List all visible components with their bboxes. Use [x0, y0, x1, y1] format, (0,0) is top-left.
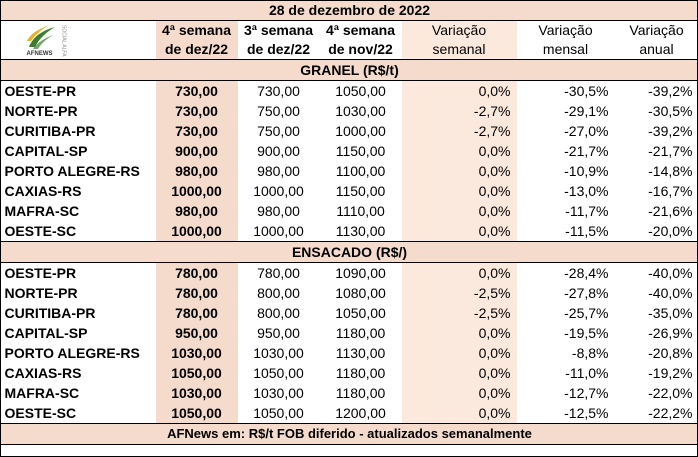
previous-week-price: 800,00	[257, 285, 300, 301]
table-row	[1, 201, 698, 221]
previous-week-price: 980,00	[257, 203, 300, 219]
table-row	[1, 101, 698, 121]
header-nov-week-line1: 4ª semana	[325, 22, 395, 38]
nov-week-price: 1180,00	[335, 325, 386, 341]
logo-cell	[1, 21, 156, 60]
table-row	[1, 343, 698, 363]
nov-week-price: 1000,00	[335, 123, 386, 139]
monthly-variation: -27,8%	[564, 285, 609, 301]
table-row	[1, 383, 698, 403]
weekly-variation: 0,0%	[402, 181, 517, 201]
header-monthly-variation-line1: Variação	[538, 22, 593, 38]
monthly-variation: -21,7%	[564, 143, 609, 159]
monthly-variation: -30,5%	[564, 83, 609, 99]
annual-variation: -35,0%	[648, 305, 693, 321]
table-row	[1, 403, 698, 424]
current-week-price: 780,00	[156, 283, 238, 303]
current-week-price: 730,00	[156, 121, 238, 141]
weekly-variation: 0,0%	[402, 363, 517, 383]
section-label: ENSACADO (R$/)	[1, 242, 698, 263]
city-name: CURITIBA-PR	[4, 123, 96, 139]
monthly-variation: -12,5%	[564, 405, 609, 421]
table-row	[1, 303, 698, 323]
table-row	[1, 81, 698, 102]
current-week-price: 980,00	[156, 201, 238, 221]
table-row	[1, 121, 698, 141]
header-annual-variation-line1: Variação	[629, 22, 684, 38]
header-monthly-variation-line2: mensal	[542, 41, 589, 57]
nov-week-price: 1110,00	[336, 203, 385, 219]
weekly-variation: 0,0%	[402, 403, 517, 424]
city-name: OESTE-SC	[4, 223, 77, 239]
nov-week-price: 1050,00	[335, 83, 386, 99]
nov-week-price: 1200,00	[335, 405, 386, 421]
previous-week-price: 800,00	[257, 305, 300, 321]
city-name: CAXIAS-RS	[4, 183, 82, 199]
nov-week-price: 1180,00	[335, 385, 386, 401]
annual-variation: -26,9%	[648, 325, 693, 341]
current-week-price: 950,00	[156, 323, 238, 343]
nov-week-price: 1180,00	[335, 365, 386, 381]
logo-text: AFNEWS	[26, 51, 53, 57]
nov-week-price: 1090,00	[335, 265, 386, 281]
table-row	[1, 161, 698, 181]
current-week-price: 730,00	[156, 101, 238, 121]
current-week-price: 780,00	[156, 263, 238, 284]
weekly-variation: 0,0%	[402, 141, 517, 161]
section-header-row	[1, 60, 698, 81]
nov-week-price: 1130,00	[335, 223, 386, 239]
nov-week-price: 1080,00	[335, 285, 386, 301]
weekly-variation: -2,5%	[402, 303, 517, 323]
current-week-price: 980,00	[156, 161, 238, 181]
logo-side-text: SOCIAL ALFA	[60, 25, 67, 57]
city-name: CURITIBA-PR	[4, 305, 96, 321]
previous-week-price: 1050,00	[253, 405, 304, 421]
weekly-variation: -2,7%	[402, 121, 517, 141]
current-week-price: 1000,00	[156, 221, 238, 242]
monthly-variation: -13,0%	[564, 183, 609, 199]
previous-week-price: 1000,00	[253, 183, 304, 199]
previous-week-price: 950,00	[257, 325, 300, 341]
current-week-price: 1050,00	[156, 403, 238, 424]
weekly-variation: -2,5%	[402, 283, 517, 303]
table-row	[1, 263, 698, 284]
annual-variation: -39,2%	[648, 83, 693, 99]
monthly-variation: -28,4%	[564, 265, 609, 281]
footer-note: AFNews em: R$/t FOB diferido - atualizados semanalmente	[1, 424, 698, 445]
city-name: OESTE-PR	[4, 83, 77, 99]
city-name: PORTO ALEGRE-RS	[4, 345, 140, 361]
city-name: OESTE-SC	[4, 405, 77, 421]
annual-variation: -21,6%	[648, 203, 693, 219]
annual-variation: -21,7%	[648, 143, 693, 159]
weekly-variation: 0,0%	[402, 161, 517, 181]
city-name: NORTE-PR	[4, 285, 78, 301]
current-week-price: 1030,00	[156, 383, 238, 403]
weekly-variation: 0,0%	[402, 323, 517, 343]
previous-week-price: 750,00	[257, 103, 300, 119]
monthly-variation: -29,1%	[564, 103, 609, 119]
header-weekly-variation-line2: semanal	[402, 40, 517, 60]
annual-variation: -16,7%	[648, 183, 693, 199]
current-week-price: 900,00	[156, 141, 238, 161]
header-annual-variation-line2: anual	[639, 41, 674, 57]
previous-week-price: 780,00	[257, 265, 300, 281]
previous-week-price: 1000,00	[253, 223, 304, 239]
city-name: NORTE-PR	[4, 103, 78, 119]
monthly-variation: -11,0%	[565, 365, 609, 381]
city-name: CAXIAS-RS	[4, 365, 82, 381]
table-row	[1, 221, 698, 242]
annual-variation: -14,8%	[648, 163, 693, 179]
afnews-logo-icon	[25, 23, 59, 51]
current-week-price: 1050,00	[156, 363, 238, 383]
previous-week-price: 750,00	[257, 123, 300, 139]
section-header-row	[1, 242, 698, 263]
previous-week-price: 1030,00	[253, 345, 304, 361]
city-name: MAFRA-SC	[4, 203, 80, 219]
monthly-variation: -8,8%	[571, 345, 609, 361]
monthly-variation: -11,7%	[565, 203, 609, 219]
city-name: CAPITAL-SP	[4, 143, 88, 159]
city-name: MAFRA-SC	[4, 385, 80, 401]
annual-variation: -20,0%	[648, 223, 693, 239]
table-row	[1, 181, 698, 201]
footer-row	[1, 424, 698, 445]
previous-week-price: 730,00	[257, 83, 300, 99]
header-weekly-variation-line1: Variação	[402, 21, 517, 41]
current-week-price: 1000,00	[156, 181, 238, 201]
annual-variation: -30,5%	[648, 103, 693, 119]
header-previous-week-line2: de dez/22	[246, 41, 311, 57]
table-row	[1, 283, 698, 303]
previous-week-price: 900,00	[257, 143, 300, 159]
table-row	[1, 363, 698, 383]
annual-variation: -19,2%	[648, 365, 693, 381]
report-date-title: 28 de dezembro de 2022	[1, 1, 698, 21]
weekly-variation: 0,0%	[402, 201, 517, 221]
previous-week-price: 1050,00	[253, 365, 304, 381]
annual-variation: -39,2%	[648, 123, 693, 139]
annual-variation: -20,8%	[648, 345, 693, 361]
city-name: PORTO ALEGRE-RS	[4, 163, 140, 179]
weekly-variation: 0,0%	[402, 343, 517, 363]
previous-week-price: 980,00	[257, 163, 300, 179]
header-nov-week-line2: de nov/22	[328, 41, 393, 57]
table-row	[1, 141, 698, 161]
nov-week-price: 1130,00	[335, 345, 386, 361]
current-week-price: 1030,00	[156, 343, 238, 363]
nov-week-price: 1100,00	[335, 163, 386, 179]
header-current-week-line2: de dez/22	[156, 40, 238, 60]
header-current-week-line1: 4ª semana	[156, 21, 238, 41]
monthly-variation: -12,7%	[564, 385, 609, 401]
nov-week-price: 1050,00	[335, 305, 386, 321]
weekly-variation: 0,0%	[402, 221, 517, 242]
nov-week-price: 1150,00	[335, 183, 386, 199]
weekly-variation: 0,0%	[402, 81, 517, 102]
annual-variation: -22,0%	[648, 385, 693, 401]
annual-variation: -22,2%	[648, 405, 693, 421]
weekly-variation: -2,7%	[402, 101, 517, 121]
current-week-price: 730,00	[156, 81, 238, 102]
current-week-price: 780,00	[156, 303, 238, 323]
city-name: CAPITAL-SP	[4, 325, 88, 341]
monthly-variation: -10,9%	[564, 163, 609, 179]
monthly-variation: -19,5%	[564, 325, 609, 341]
section-label: GRANEL (R$/t)	[1, 60, 698, 81]
annual-variation: -40,0%	[648, 265, 693, 281]
weekly-variation: 0,0%	[402, 383, 517, 403]
nov-week-price: 1150,00	[335, 143, 386, 159]
weekly-variation: 0,0%	[402, 263, 517, 284]
nov-week-price: 1030,00	[335, 103, 386, 119]
monthly-variation: -25,7%	[564, 305, 609, 321]
table-row	[1, 323, 698, 343]
monthly-variation: -27,0%	[564, 123, 609, 139]
annual-variation: -40,0%	[648, 285, 693, 301]
header-previous-week-line1: 3ª semana	[243, 22, 313, 38]
previous-week-price: 1030,00	[253, 385, 304, 401]
monthly-variation: -11,5%	[565, 223, 609, 239]
city-name: OESTE-PR	[4, 265, 77, 281]
